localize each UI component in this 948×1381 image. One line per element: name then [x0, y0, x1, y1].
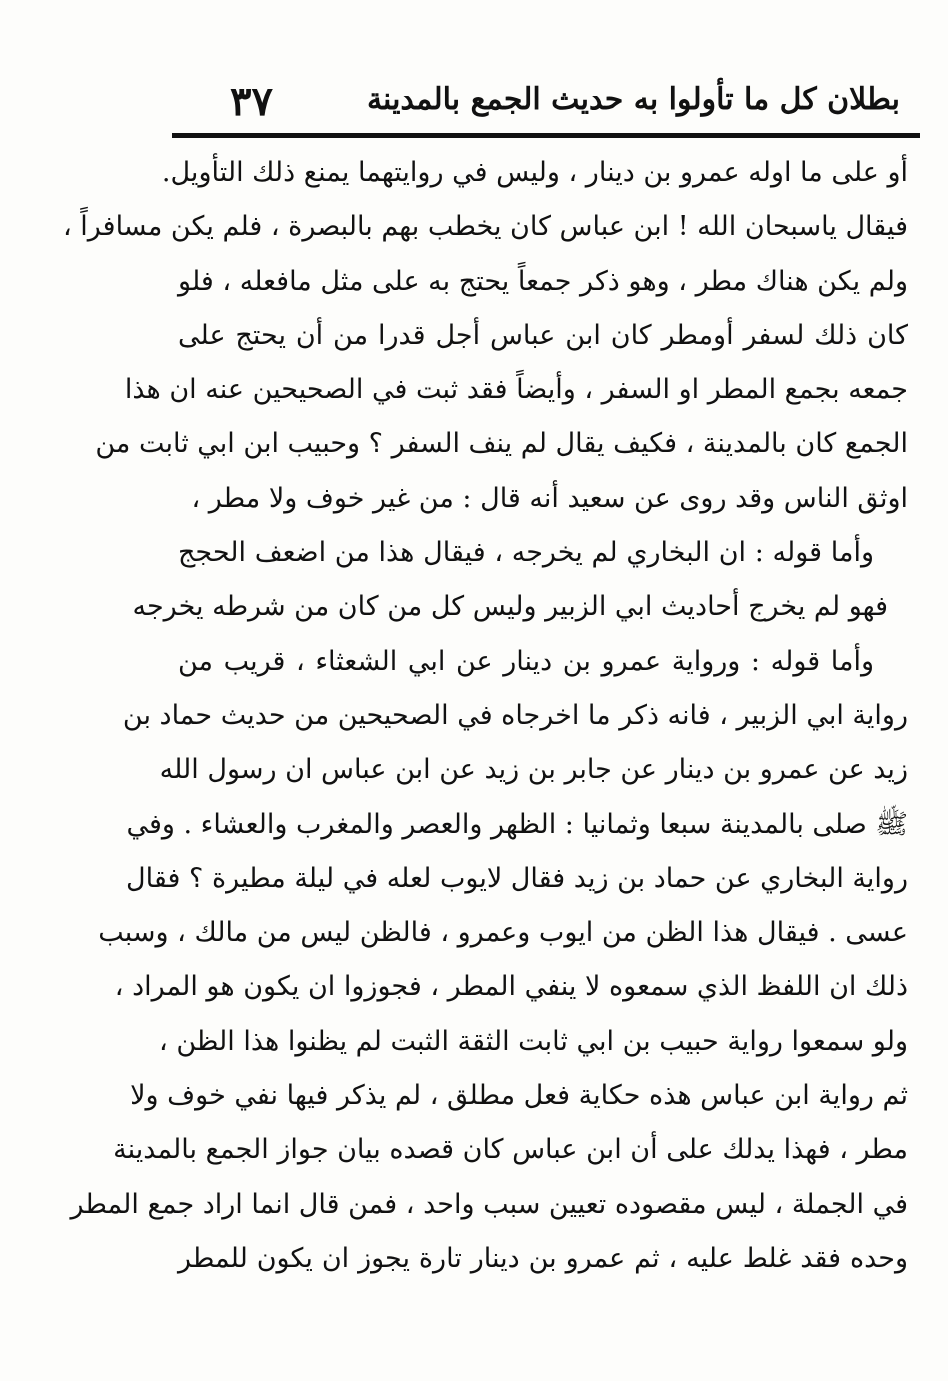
body-text [62, 146, 908, 1286]
text-line: ولو سمعوا رواية حبيب بن ابي ثابت الثقة الثبت لم يظنوا هذا الظن ، [159, 1025, 908, 1057]
page-number: ٣٧ [230, 78, 273, 125]
text-line: عسى . فيقال هذا الظن من ايوب وعمرو ، فالظن ليس من مالك ، وسبب [98, 917, 908, 949]
text-line: الجمع كان بالمدينة ، فكيف يقال لم ينف السفر ؟ وحبيب ابن ابي ثابت من [95, 428, 908, 460]
text-line: وأما قوله : ورواية عمرو بن دينار عن ابي الشعثاء ، قريب من [178, 645, 874, 677]
running-header [170, 78, 910, 128]
text-line: مطر ، فهذا يدلك على أن ابن عباس كان قصده بيان جواز الجمع بالمدينة [113, 1134, 908, 1166]
text-line: جمعه بجمع المطر او السفر ، وأيضاً فقد ثبت في الصحيحين عنه ان هذا [124, 374, 908, 406]
text-line: فهو لم يخرج أحاديث ابي الزبير وليس كل من كان من شرطه يخرجه [132, 591, 888, 623]
text-line: زيد عن عمرو بن دينار عن جابر بن زيد عن ابن عباس ان رسول الله [159, 754, 908, 786]
chapter-title: بطلان كل ما تأولوا به حديث الجمع بالمدينة [366, 82, 900, 117]
text-line: وحده فقد غلط عليه ، ثم عمرو بن دينار تارة يجوز ان يكون للمطر [178, 1242, 908, 1274]
text-line: ذلك ان اللفظ الذي سمعوه لا ينفي المطر ، فجوزوا ان يكون هو المراد ، [114, 971, 908, 1003]
text-line: رواية البخاري عن حماد بن زيد فقال لايوب لعله في ليلة مطيرة ؟ فقال [126, 862, 908, 894]
text-line: فيقال ياسبحان الله ! ابن عباس كان يخطب بهم بالبصرة ، فلم يكن مسافراً ، [62, 211, 908, 243]
header-divider [172, 133, 920, 138]
text-line: ثم رواية ابن عباس هذه حكاية فعل مطلق ، لم يذكر فيها نفي خوف ولا [130, 1080, 908, 1112]
text-line: رواية ابي الزبير ، فانه ذكر ما اخرجاه في الصحيحين من حديث حماد بن [122, 699, 908, 731]
text-line: ولم يكن هناك مطر ، وهو ذكر جمعاً يحتج به على مثل مافعله ، فلو [178, 265, 908, 297]
text-line: ﷺ صلى بالمدينة سبعا وثمانيا : الظهر والعصر والمغرب والعشاء . وفي [126, 808, 908, 840]
text-line: وأما قوله : ان البخاري لم يخرجه ، فيقال هذا من اضعف الحجج [178, 537, 874, 569]
text-line: اوثق الناس وقد روى عن سعيد أنه قال : من غير خوف ولا مطر ، [191, 482, 908, 514]
text-line: كان ذلك لسفر أومطر كان ابن عباس أجل قدرا من أن يحتج على [178, 319, 908, 351]
text-line: أو على ما اوله عمرو بن دينار ، وليس في روايتهما يمنع ذلك التأويل. [161, 157, 908, 188]
text-line: في الجملة ، ليس مقصوده تعيين سبب واحد ، فمن قال انما اراد جمع المطر [70, 1188, 908, 1220]
